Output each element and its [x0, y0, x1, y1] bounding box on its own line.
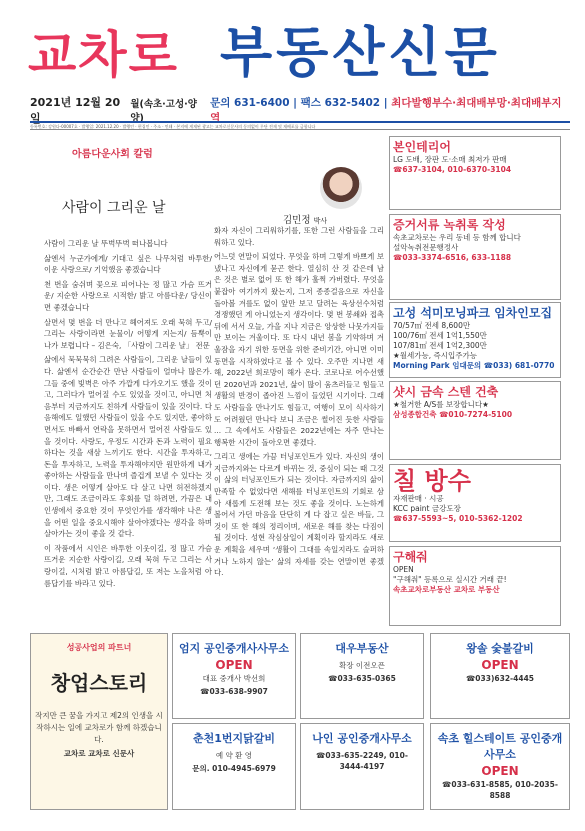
ad-line: 설악녹취전문행정사 [393, 243, 459, 252]
ad-line: ☎033-3374-6516, 633-1188 [393, 253, 512, 262]
ad-title: 춘천1번지닭갈비 [192, 732, 276, 745]
ad-kicker: 성공사업의 파트너 [66, 643, 132, 652]
ad-line: ☎033-635-0365 [328, 674, 396, 683]
ad-box[interactable] [430, 633, 570, 719]
ad-title: 구해줘 [393, 550, 428, 564]
author-byline [283, 212, 327, 226]
column-paragraph: 삶에서 묵묵묵히 그려온 사람들이, 그리운 날들이 있다. 삶엔서 순간순간 만난 사람들이 얼마나 많은가. 그들 중에 빛벽은 아주 가깝게 다가오기도 했을 것이고, 그러다가 멀어질 수도 있었을 것이고, 아니면 처음부터 지금까지도 친하게 사람들이 있을 것이다. 다음해에도 일했던 사람들이 있을 수도 있지만, 좋아하면서도 바빠서 연락을 못하면서 멀어진 사람들도 있을 것이다. 사랑도, 우정도 시간과 돈과 노력이 필요하다는 것을 새삼 느끼기도 한다. 시간을 투자하고, 돈을 투자하고, 노력을 투자해야지만 원만하게 내가 좋아하는 사람들을 만나며 즐겁게 보낼 수 있다는 것이다. 생은 어떻게 살아도 다 살고 나면 허전하겠지만, 그래도 조금이라도 후회를 덜 하려면, 가끔은 내 인생에서 중요한 것이 무엇인가를 생각해야 나은 생을 어떤 일을 중요시해야 살아야겠다는 생각을 하며 살아가는 것이 좋을 것 같다. [44, 355, 212, 539]
column-paragraph: 사람이 그리운 날 뚜벅뚜벅 떠나봅니다 [44, 239, 168, 248]
ad-line: Morning Park 임대문의 ☎033) 681-0770 [393, 361, 555, 370]
ad-line: 삼성종합건축 ☎010-7274-5100 [393, 410, 513, 419]
ad-line: 대표 중개사 박선희 [202, 674, 266, 683]
column-title: 사람이 그리운 날 [62, 200, 166, 216]
ad-line: OPEN [215, 658, 253, 672]
ad-box[interactable] [389, 136, 561, 210]
ad-box[interactable] [389, 464, 561, 542]
ad-line: 작지만 큰 꿈을 가지고 제2의 인생을 시작하시는 일에 교차로가 함께 하겠습니다. [35, 711, 163, 744]
author-name: 김민정 [283, 215, 311, 226]
column-paragraph: 화자 자신이 그리워하기를, 또한 그런 사람들을 그리워하고 있다. [214, 226, 384, 247]
ad-line: OPEN [481, 764, 519, 778]
ad-title: 속초 힐스테이트 공인중개사무소 [437, 732, 563, 761]
ad-line: 예 약 환 영 [215, 751, 253, 760]
ad-line: LG 도배, 장판 도·소매 최저가 판매 [393, 155, 507, 164]
ad-line: OPEN [393, 565, 414, 574]
logo-gyocharo: 교차로 [28, 26, 179, 84]
ad-box[interactable] [389, 302, 561, 378]
author-photo [320, 167, 362, 209]
author-title: 박사 [313, 217, 328, 225]
ad-title: 고성 석미모닝파크 임차인모집 [393, 306, 553, 320]
ad-line: 교차로 교차로 신문사 [63, 749, 135, 758]
ad-box[interactable] [300, 723, 424, 810]
ad-line: "구해줘" 등록으로 실시간 거래 끝! [393, 575, 507, 584]
column-body-right [214, 225, 384, 620]
ad-line: ☎033)632-4445 [465, 674, 535, 683]
ad-title: 칠 방수 [393, 467, 471, 495]
ad-box[interactable] [389, 546, 561, 626]
logo-real-estate-news: 부동산신문 [220, 21, 501, 84]
ad-title: 증거서류 녹취록 작성 [393, 218, 506, 232]
ad-line: ★월세가능, 즉시입주가능 [393, 351, 477, 360]
column-paragraph: 어느덧 연말이 되었다. 무엇을 하며 그렇게 바쁘게 보냈나고 자신에게 묻곤 한다. 열심히 산 것 같은데 남은 것은 별로 없어 또 한 해가 훌쩍 가버렸다. 무엇을 붙잡아 여기까지 왔는지, 그저 종종걸음으로 자신을 돌아볼 겨를도 없이 앞만 보고 달려는 육상선수처럼 경쟁했던 게 아니었는지 생각이다. 몇 번 봉쇄와 접촉 뒤에 서서 오늘, 가을 지나 지금은 앙상한 나뭇가지들만 보이는 겨울이다. 또 다시 내년 봄을 기약하며 겨울잠을 자기 위한 동면을 위한 준비기간, 아니면 이미 동면을 시작하였다고 볼 수 있다. 오주만 지나면 새해, 2022년 희로망이 해가 온다. 코로나로 어수선했던 2020년과 2021년, 삶이 많이 움츠러들고 힘들고 생활의 반경이 좁아진 느낌이 들었던 시기이다. 그래도 사람들을 만나기도 힘들고, 여행이 모이 식사하기도 어려웠던 만나다 보니 조금은 썰어진 듯한 사람들 ... 그 속에서도 사람들은 2022년에는 자주 만나는 행복한 시간이 돌아오면 좋겠다. [214, 252, 384, 447]
ad-line: 70/57㎡ 전세 8,600만 [393, 321, 471, 330]
dateline [30, 96, 570, 125]
ad-box[interactable] [30, 633, 168, 810]
ad-title: 창업스토리 [50, 671, 148, 695]
column-kicker: 아름다운사회 칼럼 [72, 149, 153, 160]
tagline: 최다발행부수·최대배부망·최대배부지역 [210, 97, 562, 124]
column-paragraph: 삶엔서 누군가에게/ 기대고 싶은 나무처럼 바투한/ 이운 사랑으로/ 기억했음 좋겠습니다 [44, 253, 212, 275]
column-paragraph: 이 작품에서 시인은 바투한 이웃이길, 정 많고 가슴 뜨거운 지순한 사랑이길, 오래 묵혀 두고 그리는 사랑이길, 시처럼 밝고 아름답길, 또 저는 노을처럼 아름답기를 바라고 있다. [44, 543, 212, 588]
ad-line: 107/81㎡ 전세 1억2,300만 [393, 341, 487, 350]
ad-line: 확장 이전오픈 [339, 661, 385, 670]
issue-date: 2021년 12월 20일 [30, 96, 121, 125]
ad-title: 나인 공인중개사무소 [312, 732, 412, 745]
ad-line: ☎033-635-2249, 010-3444-4197 [316, 751, 408, 771]
contact-phones: 문의 631-6400 | 팩스 632-5402 | [210, 97, 388, 109]
ad-title: 샷시 금속 스텐 건축 [393, 385, 499, 399]
publication-meta: 등록번호: 강원다-00007호 · 발행일: 2021.12.20 · 발행인 · 편집인 · 주소 · 인쇄 · 본지에 게재된 광고는 교차로신문사의 동의없이 무단 전재 및 재배포를 금합니다 [30, 121, 570, 130]
ad-box[interactable] [389, 214, 561, 300]
ad-title: 왕솔 숯불갈비 [466, 642, 534, 655]
ad-line: ☎637-5593~5, 010-5362-1202 [393, 514, 523, 523]
ad-line: OPEN [481, 658, 519, 672]
ad-line: ☎033-631-8585, 010-2035-8588 [442, 780, 558, 800]
column-paragraph: 천 번을 숨쉬며 꽃으로 피어나는 정 많고 가슴 뜨거운/ 지순한 사랑으로 시적한/ 밝고 아름다운/ 당신이면 좋겠습니다 [44, 279, 212, 312]
ad-line: 문의. 010-4945-6979 [192, 764, 276, 773]
issue-edition: 월(속초·고성·양양) [130, 99, 197, 124]
ad-line: KCC paint 금강도장 [393, 504, 461, 513]
ad-line: 100/76㎡ 전세 1억1,550만 [393, 331, 487, 340]
ad-box[interactable] [389, 381, 561, 460]
ad-box[interactable] [172, 723, 296, 810]
ad-title: 본인테리어 [393, 140, 451, 154]
ad-line: ☎637-3104, 010-6370-3104 [393, 165, 512, 174]
ad-line: ★철거한 A/S를 보장합니다★ [393, 400, 489, 409]
ad-title: 엄지 공인중개사사무소 [178, 642, 290, 655]
ad-line: ☎033-638-9907 [200, 687, 268, 696]
ad-line: 속초교차로부동산 교차로 부동산 [393, 585, 500, 594]
ad-box[interactable] [300, 633, 424, 719]
ad-line: 자재판매 · 시공 [393, 494, 444, 503]
column-body-left [44, 238, 212, 620]
column-paragraph: 그리고 생에는 가끔 터닝포인트가 있다. 자신의 생이 지금까지와는 다르게 바뀌는 것, 중심이 되는 때 그것이 삶의 터닝포인트가 되는 것이다. 자금까지의 삶이 만족할 수 없었다면 새해를 터닝포인트의 기회로 삼아 새롭게 도전해 보는 것도 좋을 것이다. 노는하게 볼어서 가던 마음을 단단히 게 다 잡고 실은 바들, 그것이 또 한 해의 정리이며, 새로운 해를 찾는 다짐이 될 것이다. 성현 작심삼일이 계획이라 할지라도 새로운 계획을 세우며 ‘생활이 그대를 속일지라도 슬퍼하거나 노하지 않는’ 삶의 자세를 갖는 연말이면 좋겠다. [214, 452, 384, 578]
ad-box[interactable] [172, 633, 296, 719]
ad-box[interactable] [430, 723, 570, 810]
column-paragraph: 살면서 몇 번을 더 만나고 헤어져도 오래 묵혀 두고/ 그리는 사랑이라면 눈물이/ 어떻게 지는지/ 듬뿍이 나가 보렵니다 – 김은숙, 「사람이 그리운 날」 전문 [44, 317, 212, 350]
ad-title: 대우부동산 [335, 642, 389, 655]
ad-line: 속초교차로는 우리 동네 등 함께 합니다 [393, 233, 521, 242]
